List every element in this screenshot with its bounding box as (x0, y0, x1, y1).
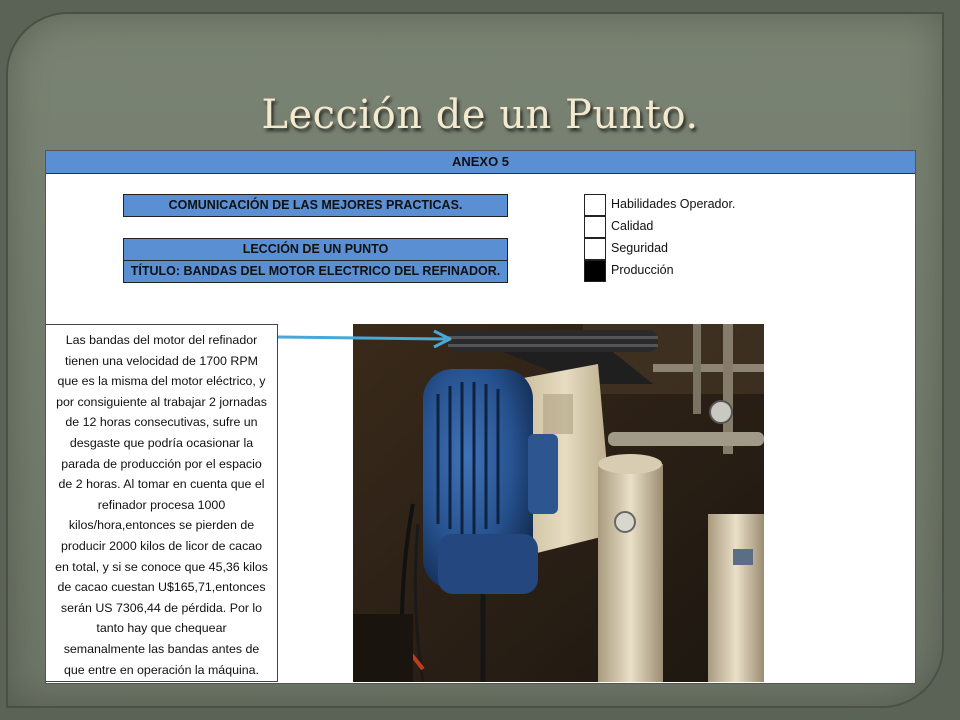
legend-checkbox-filled (584, 260, 606, 282)
description-line: de cacao cuestan U$165,71,entonces (57, 580, 266, 595)
description-line: semanalmente las bandas antes de (63, 641, 260, 656)
motor-belts-photo (353, 324, 764, 682)
description-line: que es la misma del motor eléctrico, y (57, 374, 266, 389)
best-practices-heading: COMUNICACIÓN DE LAS MEJORES PRACTICAS. (123, 194, 508, 217)
description-line: kilos/hora,entonces se pierden de (68, 518, 255, 533)
description-line: serán US 7306,44 de pérdida. Por lo (60, 600, 263, 615)
spreadsheet-annex (45, 150, 916, 684)
one-point-lesson-heading: LECCIÓN DE UN PUNTO (123, 238, 508, 261)
description-line: desgaste que podría ocasionar la (69, 435, 254, 450)
slide-title: Lección de un Punto. (261, 92, 699, 138)
legend-label: Calidad (611, 219, 654, 233)
description-line: de 2 horas. Al tomar en cuenta que el (58, 477, 265, 492)
description-line: por consiguiente al trabajar 2 jornadas (56, 394, 267, 409)
legend-label: Seguridad (611, 241, 668, 255)
description-line: de 12 horas consecutivas, sufre un (65, 415, 258, 430)
annex-header: ANEXO 5 (46, 151, 915, 174)
description-line: refinador procesa 1000 (97, 497, 226, 512)
description-line: Las bandas del motor del refinador (65, 333, 258, 347)
description-line: tanto hay que chequear (96, 621, 227, 636)
legend-checkbox (584, 238, 606, 260)
description-line: tienen una velocidad de 1700 RPM (65, 353, 258, 368)
description-line: que entre en operación la máquina. (64, 662, 259, 677)
description-line: en total, y si se conoce que 45,36 kilos (55, 559, 268, 574)
lesson-description (46, 324, 278, 682)
legend-checkbox (584, 194, 606, 216)
lesson-title: TÍTULO: BANDAS DEL MOTOR ELECTRICO DEL REFINADOR. (123, 260, 508, 283)
legend-checkbox (584, 216, 606, 238)
legend-label: Producción (611, 263, 674, 277)
description-line: parada de producción por el espacio (61, 456, 262, 471)
legend-label: Habilidades Operador. (611, 197, 736, 211)
description-line: producir 2000 kilos de licor de cacao (60, 538, 263, 553)
